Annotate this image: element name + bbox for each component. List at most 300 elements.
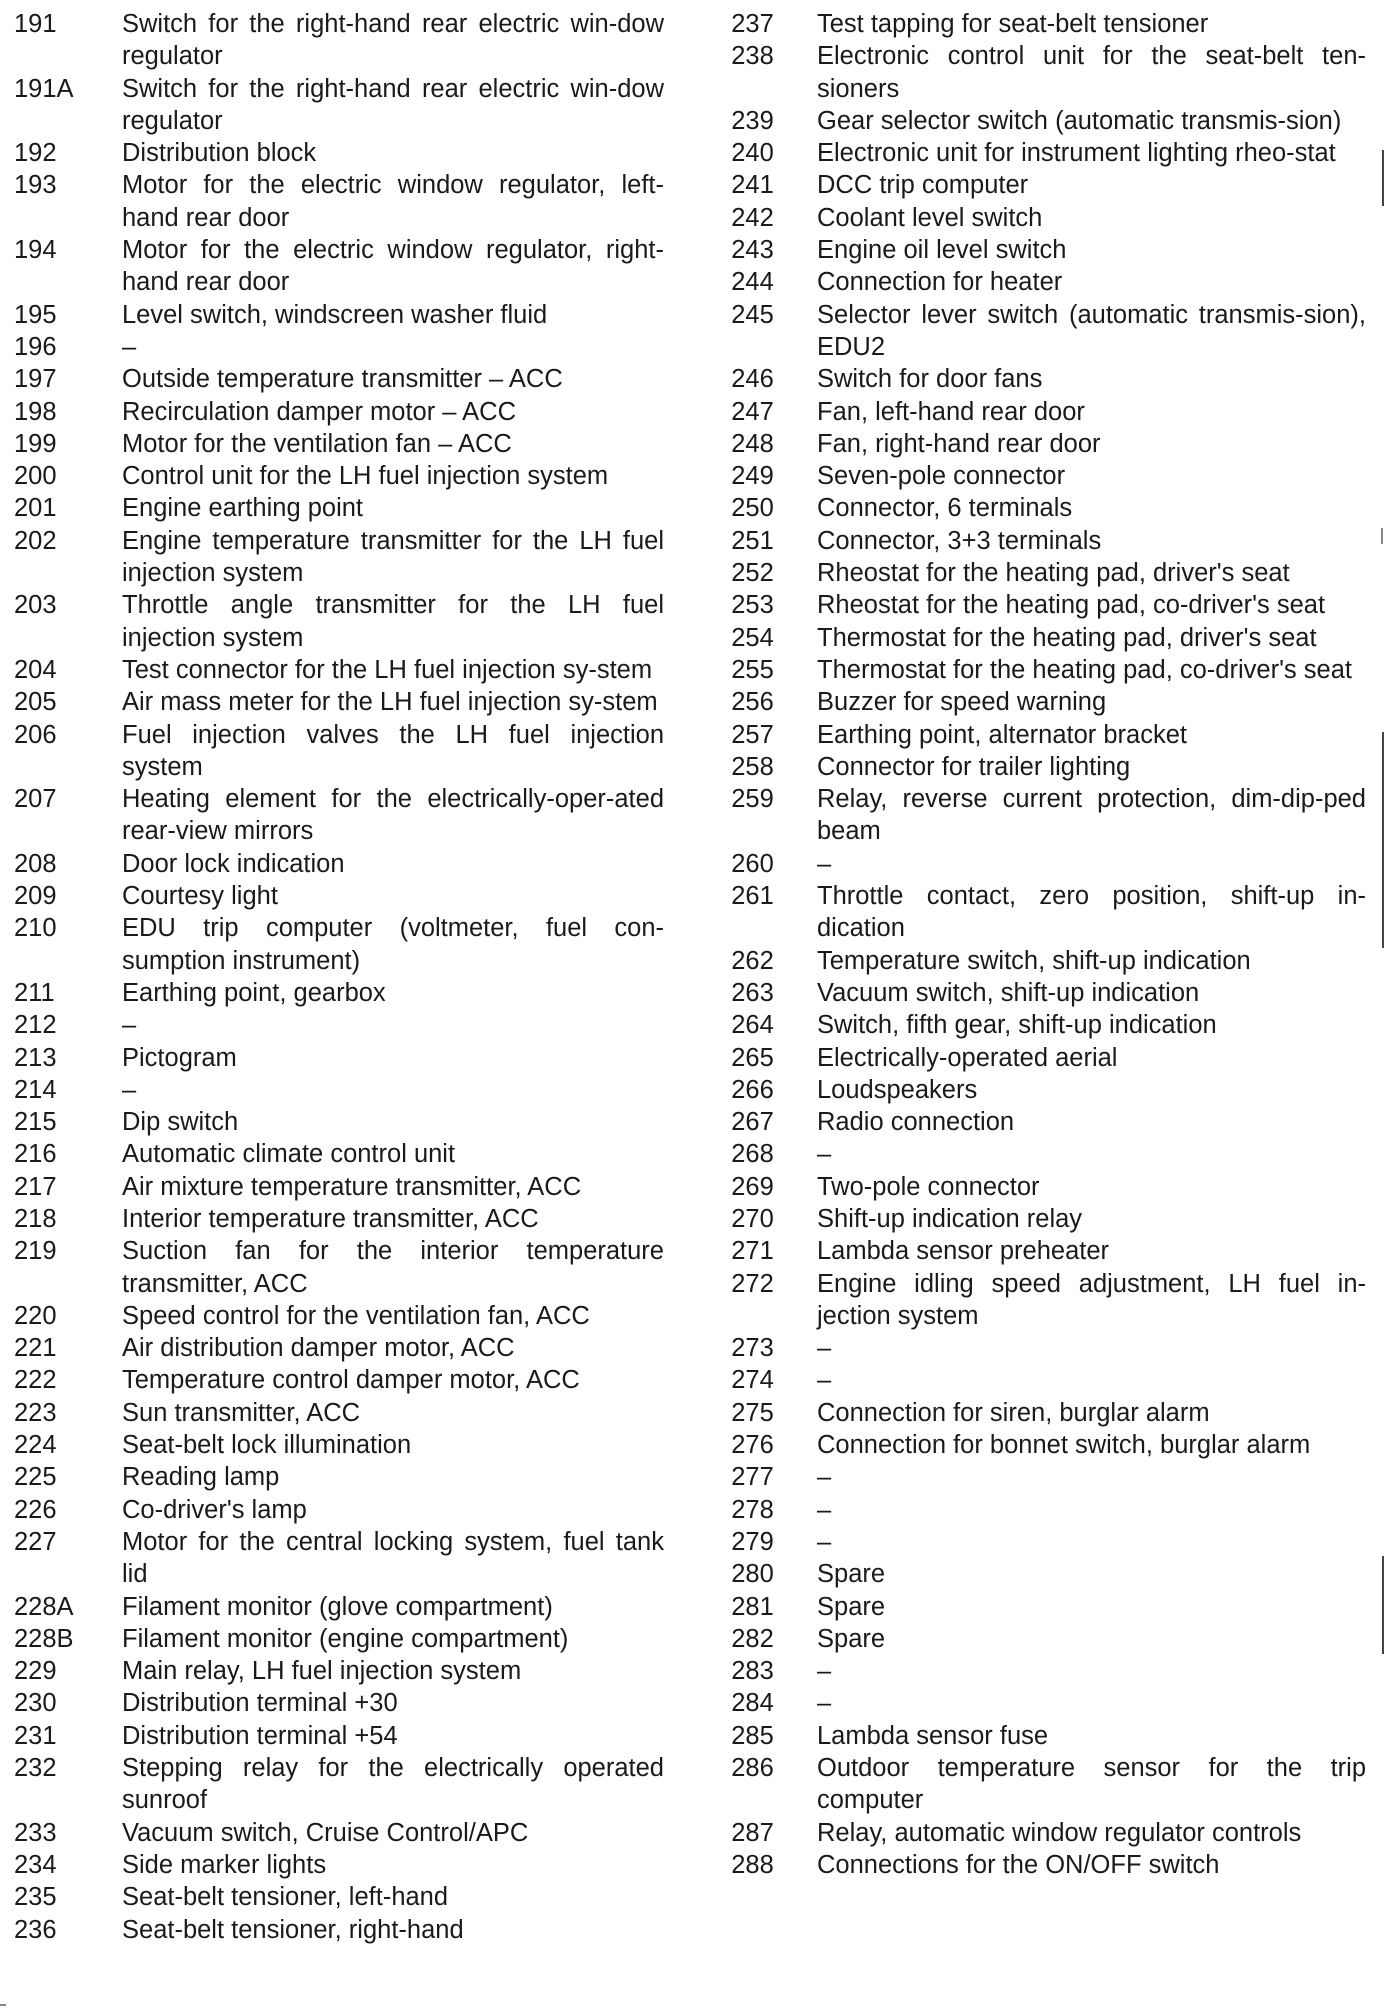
entry-description: Fuel injection valves the LH fuel injection system	[122, 720, 664, 781]
entry-description: Earthing point, gearbox	[122, 978, 386, 1007]
entry-description: Seat-belt tensioner, left-hand	[122, 1883, 449, 1912]
legend-entry	[706, 492, 1366, 524]
legend-entry	[14, 1397, 664, 1429]
entry-description: Loudspeakers	[817, 1075, 978, 1104]
legend-entry	[706, 1494, 1366, 1526]
legend-entry	[14, 1364, 664, 1396]
legend-entry	[706, 1429, 1366, 1461]
entry-number: 212	[14, 1011, 57, 1040]
entry-description: Switch for the right-hand rear electric win-dow regulator	[122, 74, 664, 135]
legend-entry	[706, 1397, 1366, 1429]
entry-number: 213	[14, 1043, 57, 1072]
legend-entry	[14, 428, 664, 460]
entry-description: Recirculation damper motor – ACC	[122, 397, 516, 426]
entry-number: 208	[14, 849, 57, 878]
entry-description: Electrically-operated aerial	[817, 1043, 1118, 1072]
entry-number: 201	[14, 494, 57, 523]
entry-description: Heating element for the electrically-oper-ated rear-view mirrors	[122, 785, 664, 846]
margin-rule	[1382, 732, 1384, 948]
entry-description: Throttle contact, zero position, shift-up in-dication	[817, 882, 1366, 943]
legend-entry	[706, 1623, 1366, 1655]
entry-description: Motor for the ventilation fan – ACC	[122, 429, 512, 458]
entry-description: –	[817, 1495, 832, 1524]
entry-number: 262	[731, 946, 774, 975]
entry-description: Stepping relay for the electrically operated sunroof	[122, 1754, 664, 1815]
entry-number: 282	[731, 1624, 774, 1653]
entry-number: 251	[731, 526, 774, 555]
entry-number: 209	[14, 882, 57, 911]
entry-description: Connector for trailer lighting	[817, 752, 1131, 781]
entry-number: 259	[731, 785, 774, 814]
entry-description: Dip switch	[122, 1108, 239, 1137]
entry-number: 273	[731, 1334, 774, 1363]
entry-description: Level switch, windscreen washer fluid	[122, 300, 548, 329]
legend-entry	[706, 719, 1366, 751]
entry-number: 288	[731, 1850, 774, 1879]
entry-description: Spare	[817, 1592, 886, 1621]
entry-description: Electronic unit for instrument lighting rheo-stat	[817, 139, 1336, 168]
legend-entry	[14, 1106, 664, 1138]
entry-number: 205	[14, 688, 57, 717]
entry-number: 279	[731, 1527, 774, 1556]
legend-entry	[14, 1591, 664, 1623]
entry-number: 234	[14, 1850, 57, 1879]
entry-description: Engine idling speed adjustment, LH fuel in-jection system	[817, 1269, 1366, 1330]
entry-description: Seven-pole connector	[817, 462, 1066, 491]
entry-number: 196	[14, 332, 57, 361]
legend-entry	[706, 848, 1366, 880]
legend-entry	[706, 1332, 1366, 1364]
legend-entry	[706, 234, 1366, 266]
entry-description: –	[817, 1527, 832, 1556]
scan-mark	[1381, 528, 1383, 544]
legend-entry	[706, 8, 1366, 40]
entry-description: Two-pole connector	[817, 1172, 1040, 1201]
legend-entry	[14, 1203, 664, 1235]
entry-number: 281	[731, 1592, 774, 1621]
legend-entry	[706, 1203, 1366, 1235]
legend-entry	[706, 557, 1366, 589]
entry-description: –	[817, 1657, 832, 1686]
entry-number: 283	[731, 1657, 774, 1686]
entry-description: –	[817, 1334, 832, 1363]
legend-entry	[14, 912, 664, 977]
entry-number: 217	[14, 1172, 57, 1201]
entry-description: Radio connection	[817, 1108, 1015, 1137]
entry-number: 211	[14, 978, 55, 1007]
entry-number: 272	[731, 1269, 774, 1298]
entry-number: 224	[14, 1431, 57, 1460]
entry-number: 238	[731, 42, 774, 71]
entry-description: Distribution terminal +30	[122, 1689, 398, 1718]
legend-entry	[706, 751, 1366, 783]
entry-description: Motor for the central locking system, fuel tank lid	[122, 1527, 664, 1589]
legend-entry	[14, 363, 664, 395]
entry-description: –	[817, 849, 832, 878]
legend-entry	[706, 1526, 1366, 1558]
legend-entry	[14, 1687, 664, 1719]
entry-description: Courtesy light	[122, 882, 278, 911]
entry-number: 228B	[14, 1624, 74, 1653]
legend-entry	[706, 202, 1366, 234]
entry-number: 236	[14, 1915, 57, 1944]
legend-entry	[706, 1591, 1366, 1623]
entry-description: Switch, fifth gear, shift-up indication	[817, 1011, 1217, 1040]
entry-description: Rheostat for the heating pad, driver's seat	[817, 559, 1290, 588]
legend-entry	[14, 1655, 664, 1687]
legend-entry	[706, 1558, 1366, 1590]
legend-entry	[14, 1171, 664, 1203]
entry-description: Automatic climate control unit	[122, 1140, 456, 1169]
legend-entry	[14, 1074, 664, 1106]
entry-description: Engine earthing point	[122, 494, 364, 523]
entry-description: Fan, left-hand rear door	[817, 397, 1085, 426]
legend-entry	[706, 1268, 1366, 1333]
legend-entry	[14, 234, 664, 299]
entry-number: 285	[731, 1721, 774, 1750]
entry-number: 193	[14, 171, 57, 200]
margin-rule	[1382, 150, 1384, 206]
legend-entry	[14, 977, 664, 1009]
entry-description: DCC trip computer	[817, 171, 1029, 200]
entry-number: 275	[731, 1398, 774, 1427]
entry-number: 254	[731, 623, 774, 652]
legend-entry	[14, 589, 664, 654]
legend-entry	[14, 396, 664, 428]
legend-entry	[706, 105, 1366, 137]
entry-number: 198	[14, 397, 57, 426]
legend-entry	[14, 1429, 664, 1461]
entry-number: 233	[14, 1818, 57, 1847]
entry-number: 222	[14, 1366, 57, 1395]
entry-number: 280	[731, 1560, 774, 1589]
entry-description: Air mass meter for the LH fuel injection sy-stem	[122, 688, 658, 717]
entry-number: 223	[14, 1398, 57, 1427]
entry-description: Connector, 3+3 terminals	[817, 526, 1102, 555]
entry-description: Connection for heater	[817, 268, 1063, 297]
entry-description: Co-driver's lamp	[122, 1495, 307, 1524]
entry-number: 286	[731, 1754, 774, 1783]
entry-number: 218	[14, 1204, 57, 1233]
entry-description: –	[817, 1366, 832, 1395]
entry-number: 267	[731, 1108, 774, 1137]
entry-description: Sun transmitter, ACC	[122, 1398, 361, 1427]
entry-description: Thermostat for the heating pad, co-driver's seat	[817, 655, 1352, 684]
legend-entry	[14, 848, 664, 880]
legend-entry	[706, 266, 1366, 298]
entry-number: 284	[731, 1689, 774, 1718]
entry-description: Switch for door fans	[817, 365, 1043, 394]
legend-entry	[706, 1461, 1366, 1493]
entry-number: 191	[14, 10, 57, 38]
entry-number: 243	[731, 236, 774, 265]
entry-description: Spare	[817, 1624, 886, 1653]
entry-description: Suction fan for the interior temperature transmitter, ACC	[122, 1237, 664, 1298]
entry-description: Filament monitor (engine compartment)	[122, 1624, 569, 1653]
legend-entry	[14, 1752, 664, 1817]
entry-description: Selector lever switch (automatic transmis-sion), EDU2	[817, 300, 1366, 361]
entry-number: 278	[731, 1495, 774, 1524]
entry-number: 246	[731, 365, 774, 394]
entry-description: –	[122, 1075, 137, 1104]
legend-entry	[14, 299, 664, 331]
entry-description: Main relay, LH fuel injection system	[122, 1657, 522, 1686]
entry-number: 239	[731, 106, 774, 135]
legend-entry	[706, 137, 1366, 169]
entry-description: Spare	[817, 1560, 886, 1589]
legend-entry	[706, 169, 1366, 201]
legend-entry	[706, 1752, 1366, 1817]
legend-entry	[14, 1849, 664, 1881]
entry-description: Outdoor temperature sensor for the trip computer	[817, 1754, 1366, 1815]
margin-rule	[1382, 1556, 1384, 1654]
legend-entry	[14, 1881, 664, 1913]
legend-entry	[706, 1042, 1366, 1074]
entry-number: 202	[14, 526, 57, 555]
entry-number: 244	[731, 268, 774, 297]
legend-entry	[706, 299, 1366, 364]
entry-description: Test tapping for seat-belt tensioner	[817, 10, 1209, 38]
entry-description: Connections for the ON/OFF switch	[817, 1850, 1220, 1879]
entry-description: Throttle angle transmitter for the LH fuel injection system	[122, 591, 664, 652]
entry-number: 191A	[14, 74, 74, 103]
entry-description: Earthing point, alternator bracket	[817, 720, 1187, 749]
legend-entry	[706, 622, 1366, 654]
entry-description: Reading lamp	[122, 1463, 280, 1492]
entry-number: 197	[14, 365, 57, 394]
entry-description: Electronic control unit for the seat-belt ten-sioners	[817, 42, 1366, 103]
entry-description: Fan, right-hand rear door	[817, 429, 1101, 458]
entry-description: Control unit for the LH fuel injection system	[122, 462, 609, 491]
legend-entry	[14, 686, 664, 718]
entry-number: 269	[731, 1172, 774, 1201]
entry-description: Seat-belt tensioner, right-hand	[122, 1915, 464, 1944]
legend-entry	[14, 1494, 664, 1526]
legend-entry	[14, 73, 664, 138]
legend-entry	[14, 460, 664, 492]
entry-description: –	[122, 332, 137, 361]
legend-entry	[14, 1720, 664, 1752]
legend-entry	[14, 331, 664, 363]
entry-number: 203	[14, 591, 57, 620]
entry-number: 248	[731, 429, 774, 458]
entry-description: Engine oil level switch	[817, 236, 1067, 265]
entry-description: Engine temperature transmitter for the LH fuel injection system	[122, 526, 664, 588]
entry-description: Shift-up indication relay	[817, 1204, 1083, 1233]
entry-number: 258	[731, 752, 774, 781]
entry-description: Connection for bonnet switch, burglar alarm	[817, 1431, 1311, 1460]
legend-entry	[14, 654, 664, 686]
legend-entry	[14, 1623, 664, 1655]
entry-description: Side marker lights	[122, 1850, 327, 1879]
entry-description: Switch for the right-hand rear electric win-dow regulator	[122, 10, 664, 71]
legend-entry	[706, 1009, 1366, 1041]
legend-entry	[706, 1235, 1366, 1267]
entry-number: 257	[731, 720, 774, 749]
entry-number: 219	[14, 1237, 57, 1266]
legend-entry	[706, 783, 1366, 848]
legend-entry	[706, 1171, 1366, 1203]
legend-entry	[706, 1720, 1366, 1752]
entry-number: 192	[14, 139, 57, 168]
legend-column-right	[706, 8, 1366, 1881]
legend-entry	[706, 525, 1366, 557]
entry-description: Motor for the electric window regulator, right-hand rear door	[122, 236, 664, 297]
entry-number: 207	[14, 785, 57, 814]
entry-number: 264	[731, 1011, 774, 1040]
legend-entry	[14, 1009, 664, 1041]
entry-description: –	[817, 1463, 832, 1492]
legend-entry	[706, 1138, 1366, 1170]
entry-number: 194	[14, 236, 57, 265]
entry-description: Seat-belt lock illumination	[122, 1431, 412, 1460]
scan-mark	[0, 2004, 6, 2006]
entry-number: 240	[731, 139, 774, 168]
entry-number: 228A	[14, 1592, 74, 1621]
entry-number: 195	[14, 300, 57, 329]
legend-entry	[706, 1655, 1366, 1687]
legend-entry	[706, 977, 1366, 1009]
entry-number: 227	[14, 1527, 57, 1556]
entry-number: 247	[731, 397, 774, 426]
entry-number: 235	[14, 1883, 57, 1912]
entry-description: EDU trip computer (voltmeter, fuel con-sumption instrument)	[122, 914, 664, 975]
entry-number: 225	[14, 1463, 57, 1492]
entry-description: Air distribution damper motor, ACC	[122, 1334, 515, 1363]
entry-description: Connection for siren, burglar alarm	[817, 1398, 1210, 1427]
entry-description: –	[817, 1140, 832, 1169]
entry-description: Distribution terminal +54	[122, 1721, 398, 1750]
entry-number: 271	[731, 1237, 774, 1266]
entry-number: 241	[731, 171, 774, 200]
entry-number: 255	[731, 655, 774, 684]
entry-number: 253	[731, 591, 774, 620]
entry-number: 252	[731, 559, 774, 588]
entry-description: Relay, reverse current protection, dim-dip-ped beam	[817, 785, 1366, 846]
entry-number: 287	[731, 1818, 774, 1847]
entry-description: Vacuum switch, shift-up indication	[817, 978, 1200, 1007]
entry-number: 274	[731, 1366, 774, 1395]
entry-number: 231	[14, 1721, 57, 1750]
legend-entry	[14, 880, 664, 912]
entry-description: Connector, 6 terminals	[817, 494, 1073, 523]
legend-entry	[706, 1849, 1366, 1881]
legend-entry	[706, 1687, 1366, 1719]
entry-description: –	[817, 1689, 832, 1718]
entry-number: 200	[14, 462, 57, 491]
entry-number: 266	[731, 1075, 774, 1104]
legend-entry	[706, 396, 1366, 428]
entry-number: 215	[14, 1108, 57, 1137]
entry-description: Thermostat for the heating pad, driver's seat	[817, 623, 1317, 652]
entry-description: Relay, automatic window regulator controls	[817, 1818, 1302, 1847]
entry-number: 210	[14, 914, 57, 943]
legend-entry	[14, 1914, 664, 1946]
entry-description: Door lock indication	[122, 849, 345, 878]
entry-number: 204	[14, 655, 57, 684]
legend-entry	[14, 525, 664, 590]
entry-description: Distribution block	[122, 139, 317, 168]
legend-entry	[706, 428, 1366, 460]
entry-description: Coolant level switch	[817, 203, 1043, 232]
entry-description: –	[122, 1011, 137, 1040]
entry-description: Lambda sensor preheater	[817, 1237, 1110, 1266]
entry-number: 256	[731, 688, 774, 717]
legend-entry	[14, 1461, 664, 1493]
entry-description: Speed control for the ventilation fan, ACC	[122, 1301, 590, 1330]
entry-number: 276	[731, 1431, 774, 1460]
entry-number: 214	[14, 1075, 57, 1104]
entry-number: 206	[14, 720, 57, 749]
entry-number: 242	[731, 203, 774, 232]
entry-number: 230	[14, 1689, 57, 1718]
legend-entry	[706, 40, 1366, 105]
legend-column-left	[14, 8, 664, 1946]
entry-number: 216	[14, 1140, 57, 1169]
entry-description: Pictogram	[122, 1043, 237, 1072]
entry-number: 232	[14, 1754, 57, 1783]
legend-entry	[14, 169, 664, 234]
legend-entry	[706, 460, 1366, 492]
legend-entry	[706, 686, 1366, 718]
legend-entry	[14, 1138, 664, 1170]
entry-description: Gear selector switch (automatic transmis-sion)	[817, 106, 1342, 135]
entry-number: 221	[14, 1334, 57, 1363]
legend-entry	[14, 492, 664, 524]
legend-entry	[706, 880, 1366, 945]
legend-entry	[706, 363, 1366, 395]
entry-number: 265	[731, 1043, 774, 1072]
entry-number: 261	[731, 882, 774, 911]
entry-number: 226	[14, 1495, 57, 1524]
entry-description: Temperature switch, shift-up indication	[817, 946, 1251, 975]
entry-description: Filament monitor (glove compartment)	[122, 1592, 553, 1621]
entry-number: 263	[731, 978, 774, 1007]
entry-description: Interior temperature transmitter, ACC	[122, 1204, 539, 1233]
legend-entry	[706, 1364, 1366, 1396]
entry-description: Outside temperature transmitter – ACC	[122, 365, 563, 394]
entry-number: 199	[14, 429, 57, 458]
entry-number: 270	[731, 1204, 774, 1233]
entry-number: 277	[731, 1463, 774, 1492]
entry-description: Lambda sensor fuse	[817, 1721, 1049, 1750]
legend-entry	[14, 137, 664, 169]
entry-number: 260	[731, 849, 774, 878]
legend-entry	[14, 1526, 664, 1591]
legend-entry	[706, 589, 1366, 621]
entry-number: 229	[14, 1657, 57, 1686]
legend-entry	[14, 783, 664, 848]
entry-number: 268	[731, 1140, 774, 1169]
entry-description: Test connector for the LH fuel injection sy-stem	[122, 655, 653, 684]
legend-entry	[14, 1817, 664, 1849]
entry-number: 220	[14, 1301, 57, 1330]
legend-entry	[706, 1074, 1366, 1106]
legend-entry	[14, 8, 664, 73]
legend-entry	[706, 1106, 1366, 1138]
entry-number: 250	[731, 494, 774, 523]
entry-description: Motor for the electric window regulator, left-hand rear door	[122, 171, 664, 232]
legend-entry	[706, 1817, 1366, 1849]
legend-entry	[14, 719, 664, 784]
legend-entry	[14, 1332, 664, 1364]
legend-entry	[14, 1300, 664, 1332]
legend-entry	[706, 654, 1366, 686]
entry-description: Rheostat for the heating pad, co-driver's seat	[817, 591, 1326, 620]
entry-description: Air mixture temperature transmitter, ACC	[122, 1172, 582, 1201]
entry-description: Temperature control damper motor, ACC	[122, 1366, 580, 1395]
legend-entry	[706, 945, 1366, 977]
